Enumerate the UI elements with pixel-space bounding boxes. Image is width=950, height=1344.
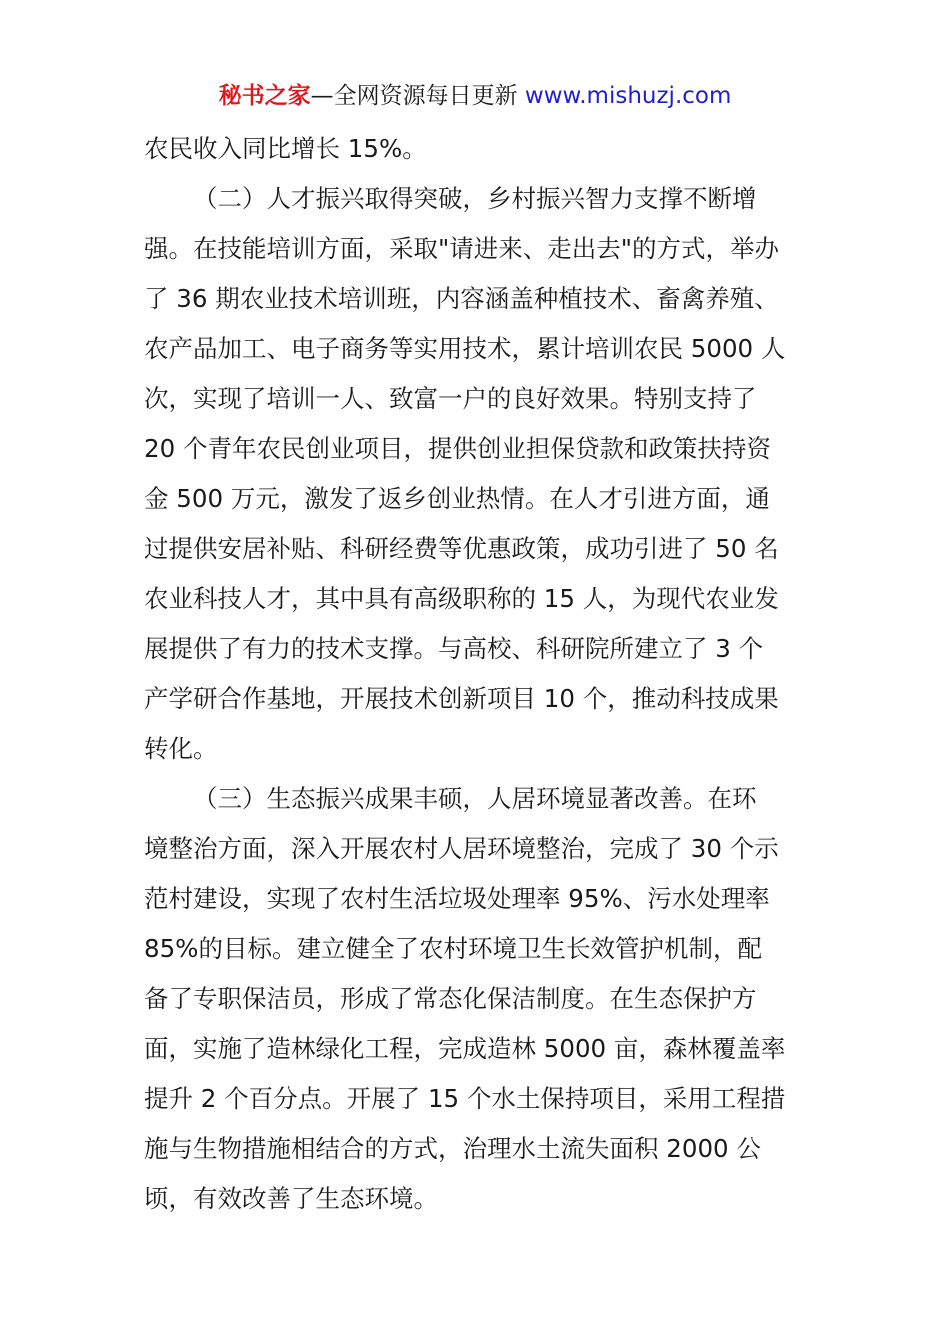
text-line: 范村建设，实现了农村生活垃圾处理率 95%、污水处理率: [144, 884, 770, 913]
text-line: 转化。: [144, 734, 218, 763]
text-line: 备了专职保洁员，形成了常态化保洁制度。在生态保护方: [144, 984, 757, 1013]
text-line: 提升 2 个百分点。开展了 15 个水土保持项目，采用工程措: [144, 1084, 786, 1113]
header-tagline: —全网资源每日更新: [310, 83, 518, 109]
site-url-link[interactable]: www.mishuzj.com: [524, 83, 732, 109]
text-line: 境整治方面，深入开展农村人居环境整治，完成了 30 个示: [144, 834, 779, 863]
text-line: 了 36 期农业技术培训班，内容涵盖种植技术、畜禽养殖、: [144, 284, 779, 313]
text-line: 金 500 万元，激发了返乡创业热情。在人才引进方面，通: [144, 484, 770, 513]
document-body: [144, 124, 809, 1224]
text-line: 农民收入同比增长 15%。: [144, 134, 427, 163]
text-line: 顷，有效改善了生态环境。: [144, 1184, 438, 1213]
paragraph-first-line: （二）人才振兴取得突破，乡村振兴智力支撑不断增: [193, 184, 757, 213]
text-line: 85%的目标。建立健全了农村环境卫生长效管护机制，配: [144, 934, 762, 963]
text-line: 施与生物措施相结合的方式，治理水土流失面积 2000 公: [144, 1134, 761, 1163]
text-line: 强。在技能培训方面，采取"请进来、走出去"的方式，举办: [144, 234, 780, 263]
brand-name: 秘书之家: [218, 83, 311, 109]
text-line: 农业科技人才，其中具有高级职称的 15 人，为现代农业发: [144, 584, 779, 613]
site-header: [0, 80, 950, 112]
text-line: 农产品加工、电子商务等实用技术，累计培训农民 5000 人: [144, 334, 786, 363]
text-line: 次，实现了培训一人、致富一户的良好效果。特别支持了: [144, 384, 757, 413]
text-line: 过提供安居补贴、科研经费等优惠政策，成功引进了 50 名: [144, 534, 779, 563]
text-line: 产学研合作基地，开展技术创新项目 10 个，推动科技成果: [144, 684, 779, 713]
text-line: 20 个青年农民创业项目，提供创业担保贷款和政策扶持资: [144, 434, 771, 463]
text-line: 展提供了有力的技术支撑。与高校、科研院所建立了 3 个: [144, 634, 764, 663]
text-line: 面，实施了造林绿化工程，完成造林 5000 亩，森林覆盖率: [144, 1034, 786, 1063]
paragraph-first-line: （三）生态振兴成果丰硕，人居环境显著改善。在环: [193, 784, 757, 813]
